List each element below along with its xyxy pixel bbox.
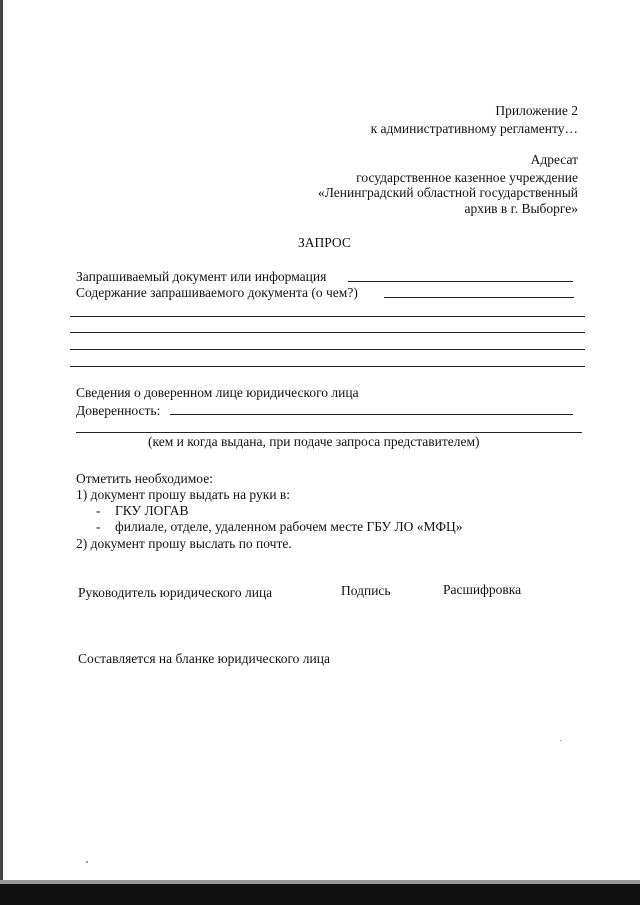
scan-bottom-edge xyxy=(0,884,640,905)
option-1-sub-2: филиале, отделе, удаленном рабочем месте ГБУ ЛО «МФЦ» xyxy=(115,519,463,534)
option-1-sub-2-bullet: - xyxy=(96,519,101,534)
document-title: ЗАПРОС xyxy=(298,235,351,250)
power-of-attorney-note: (кем и когда выдана, при подаче запроса представителем) xyxy=(148,434,480,449)
appendix-number: Приложение 2 xyxy=(495,103,578,118)
addressee-line-2: «Ленинградский областной государственный xyxy=(317,185,578,200)
signature-decoding-label: Расшифровка xyxy=(443,582,522,597)
trustee-heading: Сведения о доверенном лице юридического лица xyxy=(76,385,359,400)
option-1-sub-1-bullet: - xyxy=(96,503,101,518)
power-of-attorney-label: Доверенность: xyxy=(76,403,161,418)
appendix-reference: к административному регламенту… xyxy=(370,121,578,136)
scan-left-edge xyxy=(0,0,3,905)
content-blank-line-4 xyxy=(70,366,585,367)
power-of-attorney-line-2 xyxy=(76,432,582,433)
document-content-label: Содержание запрашиваемого документа (о чем?) xyxy=(76,285,358,300)
options-heading: Отметить необходимое: xyxy=(76,471,213,486)
addressee-line-1: государственное казенное учреждение xyxy=(356,170,578,185)
option-1-hand-delivery: 1) документ прошу выдать на руки в: xyxy=(76,487,291,502)
document-content-line xyxy=(384,297,574,298)
scan-speck xyxy=(86,861,88,863)
scan-speck xyxy=(560,740,561,741)
addressee-line-3: архив в г. Выборге» xyxy=(464,201,578,216)
content-blank-line-3 xyxy=(70,349,585,350)
requested-document-label: Запрашиваемый документ или информация xyxy=(76,269,327,284)
head-of-legal-entity-label: Руководитель юридического лица xyxy=(78,585,273,600)
content-blank-line-2 xyxy=(70,332,585,333)
letterhead-note: Составляется на бланке юридического лица xyxy=(78,651,330,666)
content-blank-line-1 xyxy=(70,316,585,317)
signature-label: Подпись xyxy=(341,583,391,598)
requested-document-line xyxy=(348,281,573,282)
option-2-by-mail: 2) документ прошу выслать по почте. xyxy=(76,536,292,551)
addressee-label: Адресат xyxy=(530,152,578,167)
option-1-sub-1: ГКУ ЛОГАВ xyxy=(115,503,189,518)
power-of-attorney-line xyxy=(170,414,573,415)
